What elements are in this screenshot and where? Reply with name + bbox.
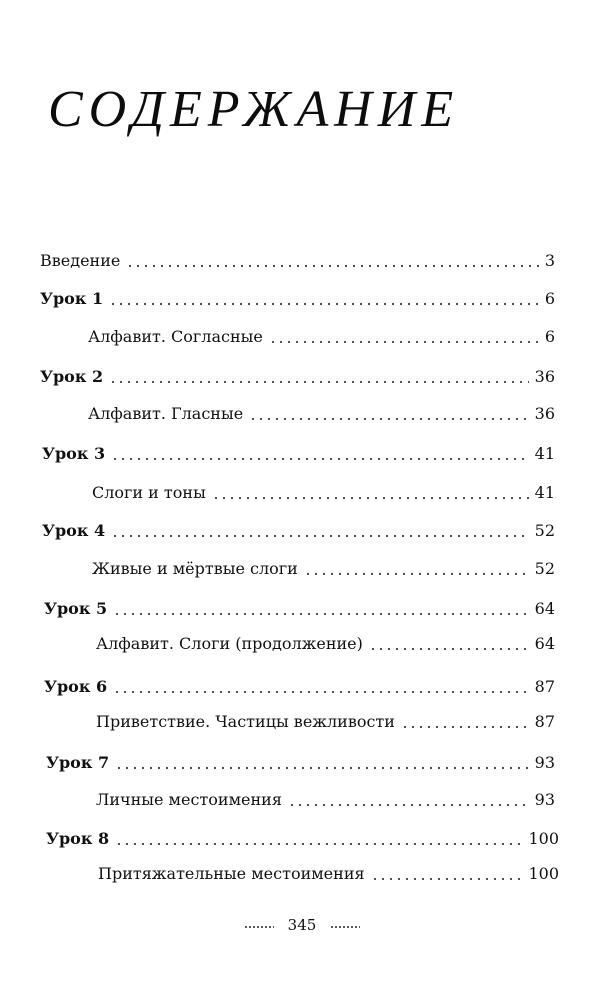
toc-entry-label: Урок 1 bbox=[40, 289, 104, 308]
toc-entry-page: 93 bbox=[534, 753, 555, 772]
toc-entry-page: 41 bbox=[534, 444, 555, 463]
toc-entry-topic-1[interactable] bbox=[88, 326, 555, 348]
toc-entry-topic-5[interactable] bbox=[96, 633, 555, 655]
toc-entry-label: Урок 4 bbox=[42, 521, 106, 540]
dot-leader bbox=[371, 878, 523, 880]
toc-entry-label: Урок 3 bbox=[42, 444, 106, 463]
footer-ornament-left bbox=[244, 926, 274, 928]
toc-entry-page: 87 bbox=[534, 677, 555, 696]
toc-entry-page: 64 bbox=[534, 599, 555, 618]
toc-entry-label: Слоги и тоны bbox=[92, 483, 206, 502]
dot-leader bbox=[109, 381, 529, 383]
dot-leader bbox=[115, 767, 529, 769]
page-title: СОДЕРЖАНИЕ bbox=[48, 81, 460, 138]
toc-entry-label: Урок 8 bbox=[46, 829, 110, 848]
toc-entry-page: 6 bbox=[544, 327, 555, 346]
toc-entry-label: Введение bbox=[40, 251, 121, 270]
dot-leader bbox=[249, 418, 528, 420]
toc-entry-lesson-4[interactable] bbox=[42, 520, 555, 542]
toc-entry-lesson-3[interactable] bbox=[42, 443, 555, 465]
dot-leader bbox=[109, 303, 539, 305]
toc-entry-page: 93 bbox=[534, 790, 555, 809]
toc-entry-introduction[interactable] bbox=[40, 250, 555, 272]
toc-entry-page: 64 bbox=[534, 634, 555, 653]
page-number: 345 bbox=[287, 916, 317, 934]
dot-leader bbox=[304, 573, 529, 575]
toc-entry-lesson-2[interactable] bbox=[40, 366, 555, 388]
toc-entry-page: 41 bbox=[534, 483, 555, 502]
footer-ornament-right bbox=[330, 926, 360, 928]
dot-leader bbox=[288, 804, 529, 806]
toc-entry-page: 6 bbox=[544, 289, 555, 308]
toc-entry-label: Личные местоимения bbox=[96, 790, 282, 809]
toc-entry-label: Урок 5 bbox=[44, 599, 108, 618]
toc-entry-lesson-6[interactable] bbox=[44, 676, 555, 698]
toc-entry-page: 100 bbox=[528, 829, 559, 848]
dot-leader bbox=[369, 648, 529, 650]
dot-leader bbox=[113, 613, 529, 615]
toc-entry-label: Алфавит. Согласные bbox=[88, 327, 263, 346]
toc-entry-label: Алфавит. Гласные bbox=[88, 404, 244, 423]
toc-entry-page: 36 bbox=[534, 404, 555, 423]
toc-entry-label: Урок 2 bbox=[40, 367, 104, 386]
dot-leader bbox=[111, 458, 529, 460]
toc-entry-topic-6[interactable] bbox=[96, 711, 555, 733]
toc-entry-page: 87 bbox=[534, 712, 555, 731]
toc-entry-label: Притяжательные местоимения bbox=[98, 864, 365, 883]
dot-leader bbox=[401, 726, 529, 728]
dot-leader bbox=[111, 535, 529, 537]
toc-entry-lesson-7[interactable] bbox=[46, 752, 555, 774]
dot-leader bbox=[269, 341, 539, 343]
toc-entry-label: Живые и мёртвые слоги bbox=[92, 559, 298, 578]
toc-entry-page: 52 bbox=[534, 521, 555, 540]
dot-leader bbox=[113, 691, 529, 693]
dot-leader bbox=[212, 497, 529, 499]
toc-entry-page: 36 bbox=[534, 367, 555, 386]
toc-entry-label: Приветствие. Частицы вежливости bbox=[96, 712, 395, 731]
toc-entry-lesson-1[interactable] bbox=[40, 288, 555, 310]
toc-entry-topic-3[interactable] bbox=[92, 482, 555, 504]
toc-entry-topic-8[interactable] bbox=[98, 863, 559, 885]
toc-entry-lesson-8[interactable] bbox=[46, 828, 559, 850]
toc-entry-label: Алфавит. Слоги (продолжение) bbox=[96, 634, 363, 653]
page-footer bbox=[0, 916, 604, 934]
toc-entry-lesson-5[interactable] bbox=[44, 598, 555, 620]
toc-entry-topic-2[interactable] bbox=[88, 403, 555, 425]
toc-entry-page: 3 bbox=[544, 251, 555, 270]
toc-entry-topic-4[interactable] bbox=[92, 558, 555, 580]
toc-entry-topic-7[interactable] bbox=[96, 789, 555, 811]
toc-entry-label: Урок 7 bbox=[46, 753, 110, 772]
dot-leader bbox=[126, 265, 538, 267]
dot-leader bbox=[115, 843, 522, 845]
toc-entry-label: Урок 6 bbox=[44, 677, 108, 696]
toc-entry-page: 100 bbox=[528, 864, 559, 883]
toc-entry-page: 52 bbox=[534, 559, 555, 578]
